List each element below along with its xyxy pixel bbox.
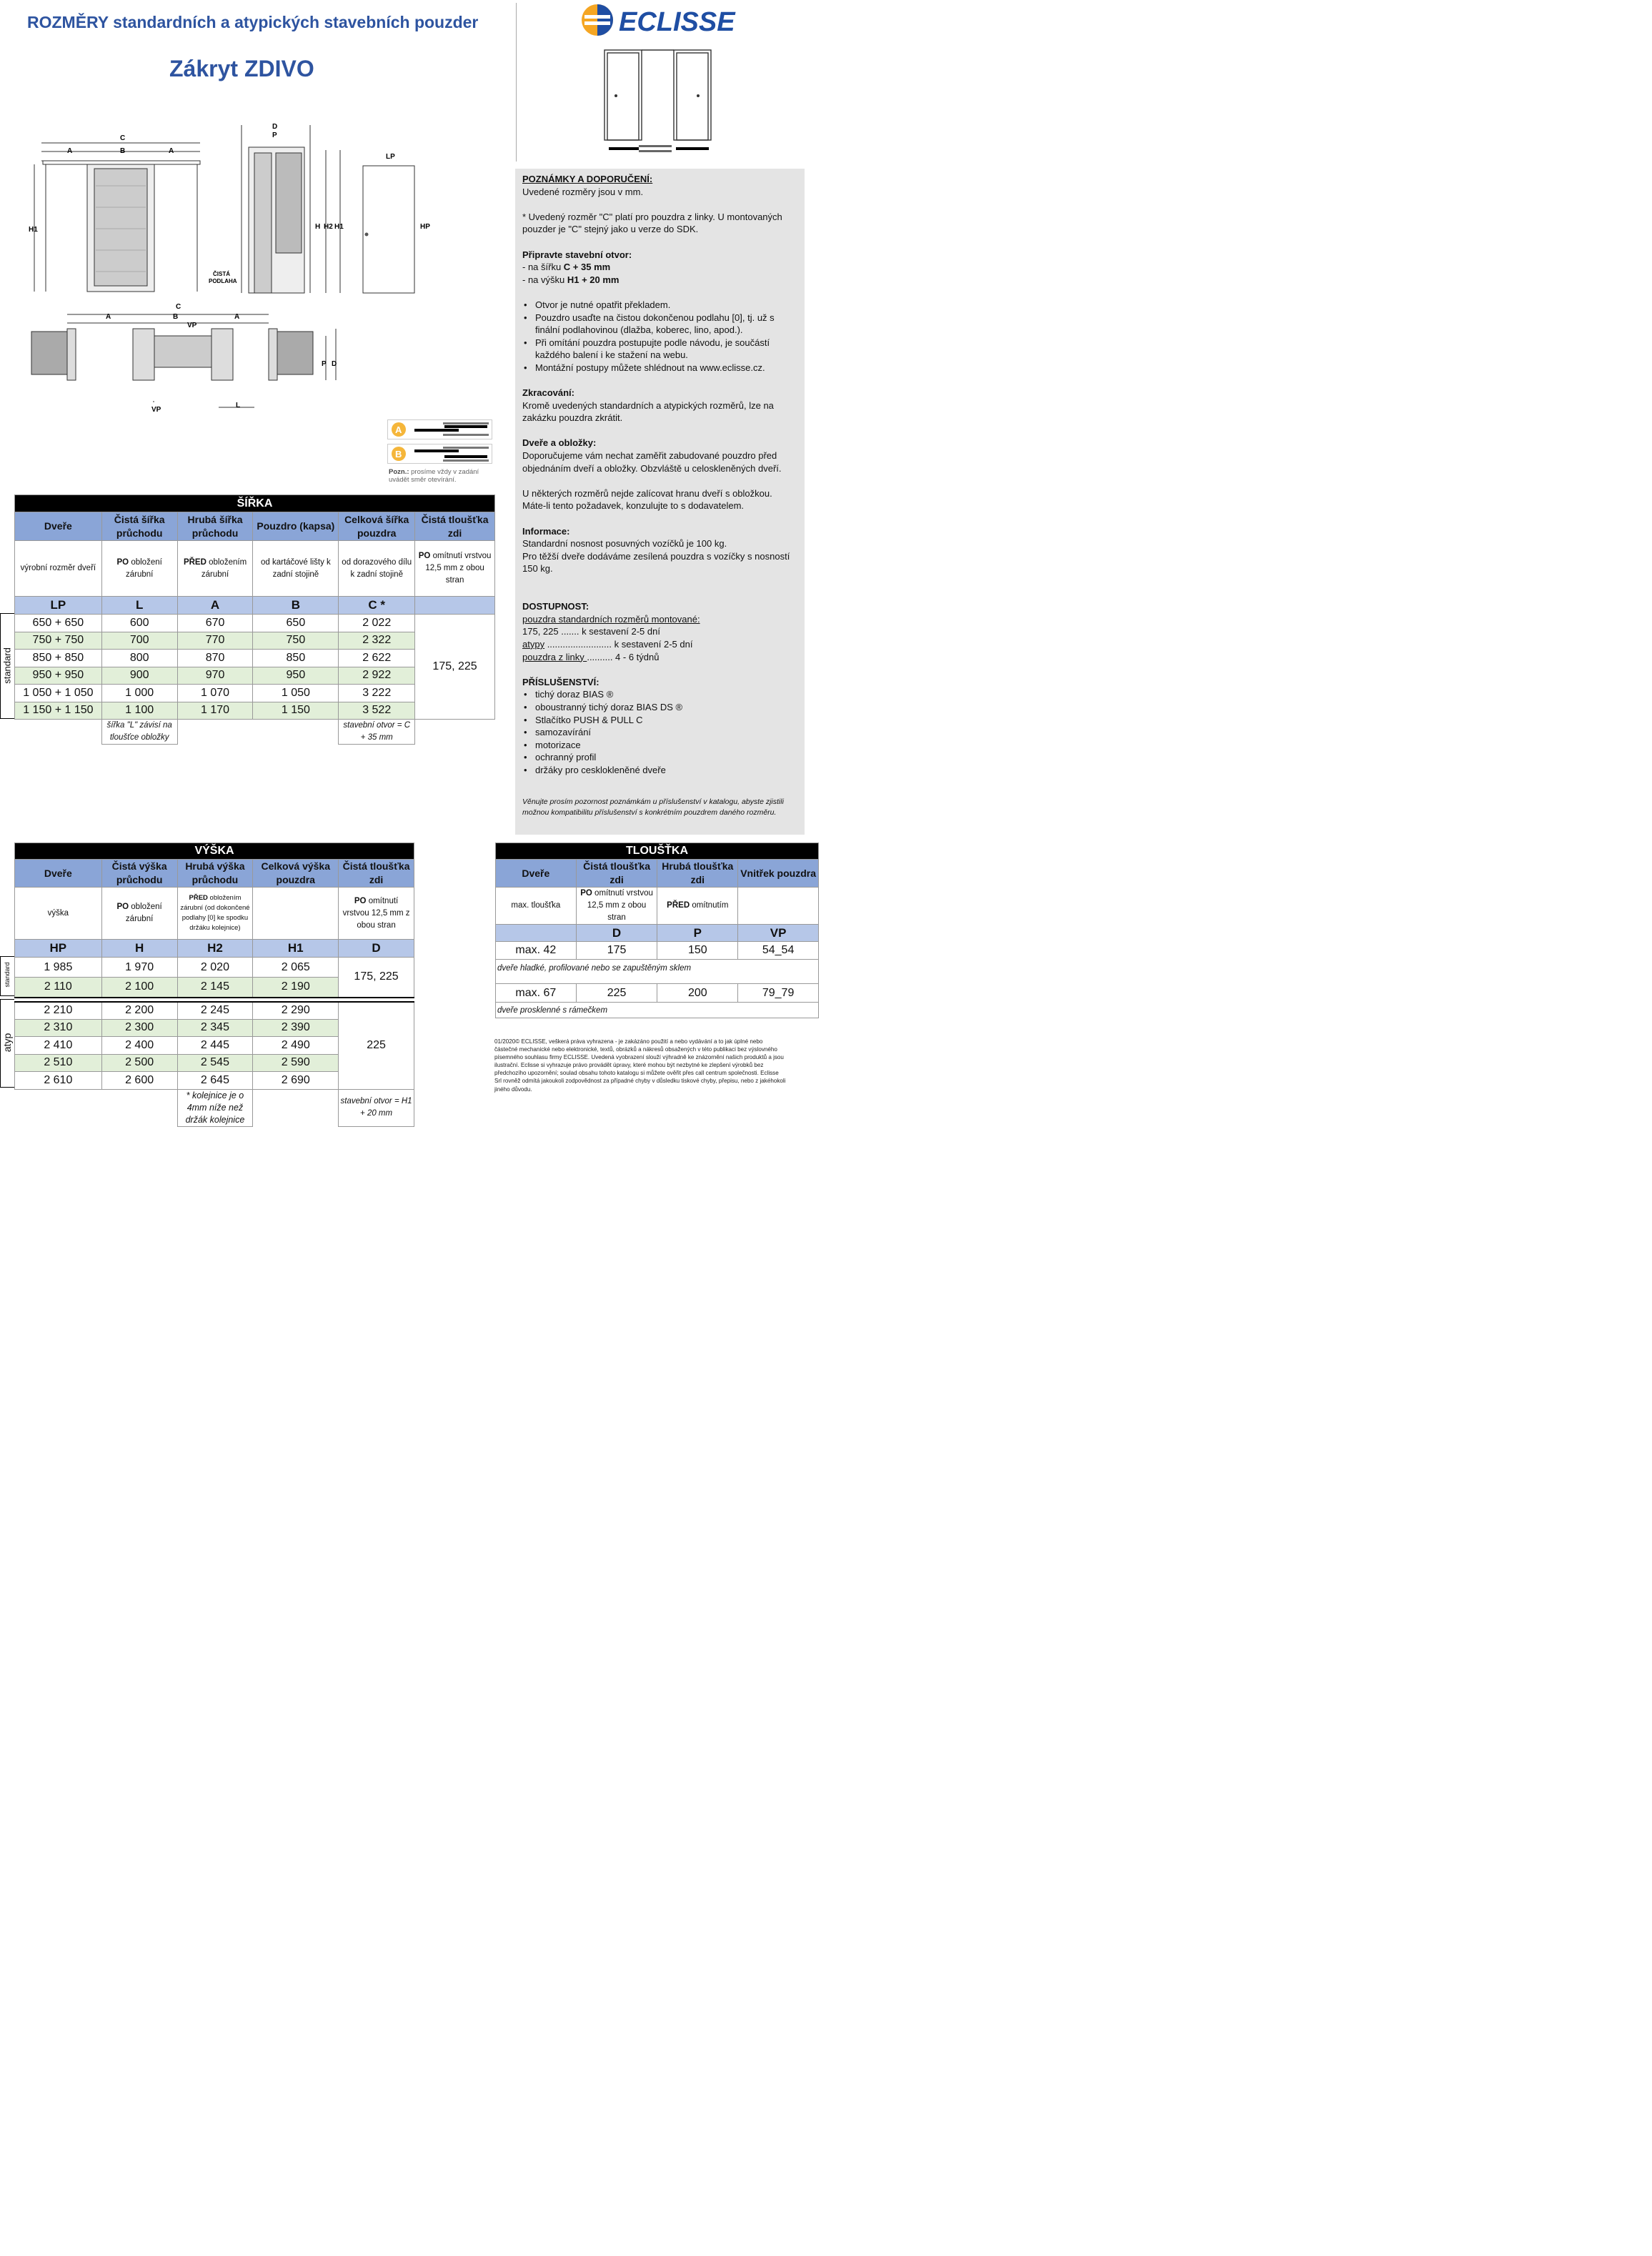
notes-heading: POZNÁMKY A DOPORUČENÍ: <box>522 174 653 184</box>
svg-text:L: L <box>236 402 241 409</box>
column-description: PO omítnutí vrstvou 12,5 mm z obou stran <box>415 541 495 597</box>
svg-text:D: D <box>272 123 278 131</box>
table-row: 2 210 2 200 2 245 2 290 225 <box>15 1002 414 1020</box>
svg-text:B: B <box>120 147 126 155</box>
svg-text:A: A <box>67 147 73 155</box>
width-table-title: ŠÍŘKA <box>15 495 495 512</box>
column-symbol: H <box>101 940 177 958</box>
column-description <box>738 888 819 925</box>
column-description <box>253 888 339 940</box>
merged-wall-thickness: 175, 225 <box>415 615 495 720</box>
opening-direction <box>387 419 493 467</box>
column-header: Čistá výška průchodu <box>101 860 177 888</box>
doors-heading: Dveře a obložky: <box>522 437 597 449</box>
column-description: PO obložení zárubní <box>101 888 177 940</box>
column-header: Celková šířka pouzdra <box>339 512 415 541</box>
column-symbol: B <box>253 597 339 615</box>
technical-drawing <box>26 121 430 422</box>
units-note: Uvedené rozměry jsou v mm. <box>522 186 644 197</box>
table-row: 1 050 + 1 050 1 000 1 070 1 050 3 222 <box>15 685 495 702</box>
column-description: max. tloušťka <box>496 888 577 925</box>
column-symbol: D <box>339 940 414 958</box>
column-header: Čistá šířka průchodu <box>101 512 177 541</box>
column-description: PŘED obložením zárubní <box>177 541 253 597</box>
availability-3: pouzdra z linky .......... 4 - 6 týdnů <box>522 651 660 662</box>
notes-bullets <box>522 299 797 374</box>
svg-text:LP: LP <box>386 153 395 161</box>
column-description: PO obložení zárubní <box>101 541 177 597</box>
list-item: • Pouzdro usaďte na čistou dokončenou podlahu [0], tj. už s finální podlahovinou (dlažba, koberec, lino, apod.). <box>522 312 797 337</box>
width-note-l: šířka "L" závisí na tloušťce obložky <box>101 720 177 745</box>
svg-text:VP: VP <box>151 406 161 414</box>
list-item: • oboustranný tichý doraz BIAS DS ® <box>522 701 797 714</box>
info-heading: Informace: <box>522 525 570 537</box>
column-header: Čistá tloušťka zdi <box>415 512 495 541</box>
svg-text:H: H <box>315 223 321 231</box>
thickness-table <box>495 843 819 1018</box>
column-symbol: HP <box>15 940 102 958</box>
column-header: Dveře <box>15 512 102 541</box>
info-text-2: Pro těžší dveře dodáváme zesílená pouzdra s vozíčky s nosností 150 kg. <box>522 550 790 575</box>
side-label-standard: standard <box>1 647 13 684</box>
svg-text:B: B <box>173 313 179 321</box>
accessories-list <box>522 688 797 776</box>
list-item: • držáky pro cesklokleněné dveře <box>522 764 797 777</box>
column-header: Hrubá šířka průchodu <box>177 512 253 541</box>
doors-text-2: U některých rozměrů nejde zalícovat hranu dveří s obložkou. Máte-li tento požadavek, konzulujte to s dodavatelem. <box>522 487 772 512</box>
column-symbol: A <box>177 597 253 615</box>
column-description: výška <box>15 888 102 940</box>
column-header: Čistá tloušťka zdi <box>339 860 414 888</box>
copyright-text: 01/2020© ECLISSE, veškerá práva vyhrazena - je zakázáno použití a nebo vydávání a to jak úplné nebo částečné mechanické nebo elektronické, textů, obrázků a nákresů obsažených v této publikaci bez výslovného písemného souhlasu firmy ECLISSE. Uvedená vyobrazení slouží výhradně ke znázornění našich produktů a jsou ilustrační. Eclisse si vyhrazuje právo provádět úpravy, které mohou být nezbytné ke zlepšení výrobků bez předchozího upozornění; soulad obsahu tohoto katalogu si můžete ověřit přes call centrum společnosti. Eclisse Srl rovněž odmítá jakoukoli zodpovědnost za případné chyby v důsledku tiskové chyby, přepisu, nebo z jakéhokoli jiného důvodu. <box>494 1038 786 1093</box>
column-description: PŘED obložením zárubní (od dokončené podlahy [0] ke spodku držáku kolejnice) <box>177 888 253 940</box>
list-item: • samozavírání <box>522 726 797 739</box>
column-symbol <box>496 925 577 942</box>
table-row: 1 150 + 1 150 1 100 1 170 1 150 3 522 <box>15 702 495 720</box>
height-note-h2: * kolejnice je o 4mm níže než držák kolejnice <box>177 1089 253 1126</box>
svg-text:A: A <box>395 424 402 435</box>
svg-text:P: P <box>272 131 277 139</box>
column-description: PO omítnutí vrstvou 12,5 mm z obou stran <box>576 888 657 925</box>
side-label-standard: standard <box>4 962 11 988</box>
c-note: * Uvedený rozměr "C" platí pro pouzdra z linky. U montovaných pouzder je "C" stejný jako u verze do SDK. <box>522 211 782 235</box>
svg-text:P: P <box>322 360 327 368</box>
thickness-note: dveře prosklenné s rámečkem <box>496 1003 819 1018</box>
table-row: 850 + 850 800 870 850 2 622 <box>15 650 495 667</box>
column-symbol: C * <box>339 597 415 615</box>
column-header: Pouzdro (kapsa) <box>253 512 339 541</box>
merged-wall-thickness: 175, 225 <box>339 958 414 998</box>
column-header: Hrubá výška průchodu <box>177 860 253 888</box>
svg-text:D: D <box>332 360 337 368</box>
column-header: Hrubá tloušťka zdi <box>657 860 738 888</box>
table-row: 2 110 2 100 2 145 2 190 <box>15 978 414 998</box>
table-row: 650 + 650 600 670 650 2 022 175, 225 <box>15 615 495 632</box>
svg-text:H2: H2 <box>324 223 333 231</box>
table-row: max. 42 175 150 54_54 <box>496 942 819 960</box>
prep-width: - na šířku C + 35 mm <box>522 262 611 273</box>
width-note-c: stavební otvor = C + 35 mm <box>339 720 415 745</box>
svg-text:A: A <box>169 147 174 155</box>
merged-wall-thickness: 225 <box>339 1002 414 1090</box>
list-item: • Otvor je nutné opatřit překladem. <box>522 299 797 312</box>
column-description: od dorazového dílu k zadní stojině <box>339 541 415 597</box>
svg-text:ČISTÁ: ČISTÁ <box>213 271 230 277</box>
accessories-heading: PŘÍSLUŠENSTVÍ: <box>522 676 599 687</box>
column-header: Dveře <box>496 860 577 888</box>
list-item: • motorizace <box>522 739 797 752</box>
table-row: 750 + 750 700 770 750 2 322 <box>15 632 495 650</box>
table-row: max. 67 225 200 79_79 <box>496 984 819 1003</box>
notes-footer: Věnujte prosím pozornost poznámkám u příslušenství v katalogu, abyste zjistili možnou kompatibilitu příslušenství s konkrétním pouzdrem daného rozměru. <box>522 797 784 817</box>
logo-wordmark: ECLISSE <box>619 7 735 37</box>
prep-heading: Připravte stavební otvor: <box>522 249 632 260</box>
column-description: výrobní rozměr dveří <box>15 541 102 597</box>
list-item: • Stlačítko PUSH & PULL C <box>522 714 797 727</box>
column-header: Čistá tloušťka zdi <box>576 860 657 888</box>
page-title: ROZMĚRY standardních a atypických stavebních pouzder <box>27 13 479 31</box>
column-symbol: H1 <box>253 940 339 958</box>
svg-text:C: C <box>120 134 126 142</box>
column-symbol: D <box>576 925 657 942</box>
column-header: Celková výška pouzdra <box>253 860 339 888</box>
column-header: Dveře <box>15 860 102 888</box>
thickness-note: dveře hladké, profilované nebo se zapuštěným sklem <box>496 960 819 977</box>
list-item: • tichý doraz BIAS ® <box>522 688 797 701</box>
list-item: • ochranný profil <box>522 751 797 764</box>
svg-text:H1: H1 <box>334 223 344 231</box>
availability-2: atypy ......................... k sestavení 2-5 dní <box>522 638 693 650</box>
prep-height: - na výšku H1 + 20 mm <box>522 274 620 285</box>
availability-sub: pouzdra standardních rozměrů montované: <box>522 613 700 625</box>
svg-text:A: A <box>106 313 111 321</box>
column-symbol: VP <box>738 925 819 942</box>
notes-panel <box>515 169 805 835</box>
column-symbol: P <box>657 925 738 942</box>
svg-text:H1: H1 <box>29 226 38 234</box>
column-symbol: L <box>101 597 177 615</box>
info-text-1: Standardní nosnost posuvných vozíčků je 100 kg. <box>522 538 727 550</box>
column-symbol: LP <box>15 597 102 615</box>
list-item: • Při omítání pouzdra postupujte podle návodu, je součástí každého balení i ke stažení na webu. <box>522 337 797 362</box>
height-table-title: VÝŠKA <box>15 843 414 860</box>
eclisse-logo <box>577 1 749 39</box>
width-table <box>14 495 495 745</box>
svg-text:A: A <box>234 313 240 321</box>
table-row: 2 610 2 600 2 645 2 690 <box>15 1072 414 1090</box>
svg-text:B: B <box>395 449 402 459</box>
column-symbol: H2 <box>177 940 253 958</box>
column-header: Vnitřek pouzdra <box>738 860 819 888</box>
thickness-table-title: TLOUŠŤKA <box>496 843 819 860</box>
table-row: 2 510 2 500 2 545 2 590 <box>15 1054 414 1072</box>
column-description: PŘED omítnutím <box>657 888 738 925</box>
availability-heading: DOSTUPNOST: <box>522 601 589 612</box>
table-row: 950 + 950 900 970 950 2 922 <box>15 667 495 685</box>
height-note-h1: stavební otvor = H1 + 20 mm <box>339 1089 414 1126</box>
svg-text:C: C <box>176 303 181 311</box>
list-item: • Montážní postupy můžete shlédnout na www.eclisse.cz. <box>522 362 797 374</box>
svg-text:PODLAHA: PODLAHA <box>209 278 237 284</box>
opening-note: Pozn.: prosíme vždy v zadání uvádět směr otevírání. <box>389 468 479 484</box>
doors-text: Doporučujeme vám nechat zaměřit zabudované pouzdro před objednáním dveří a obložky. Obzvláště u celoskleněných dveří. <box>522 450 782 474</box>
svg-text:VP: VP <box>187 322 197 329</box>
availability-1: 175, 225 ....... k sestavení 2-5 dní <box>522 626 660 637</box>
divider <box>516 3 517 162</box>
side-label-atyp: atyp <box>1 1033 13 1053</box>
table-row: 2 310 2 300 2 345 2 390 <box>15 1019 414 1037</box>
shortening-heading: Zkracování: <box>522 387 574 399</box>
svg-text:HP: HP <box>420 223 430 231</box>
column-description: PO omítnutí vrstvou 12,5 mm z obou stran <box>339 888 414 940</box>
table-row: 2 410 2 400 2 445 2 490 <box>15 1037 414 1055</box>
shortening-text: Kromě uvedených standardních a atypických rozměrů, lze na zakázku pouzdra zkrátit. <box>522 399 774 424</box>
height-table <box>14 843 414 1127</box>
page-subtitle: Zákryt ZDIVO <box>169 56 314 81</box>
column-description: od kartáčové lišty k zadní stojině <box>253 541 339 597</box>
column-symbol <box>415 597 495 615</box>
door-pictogram <box>602 47 715 159</box>
table-row: 1 985 1 970 2 020 2 065 175, 225 <box>15 958 414 978</box>
